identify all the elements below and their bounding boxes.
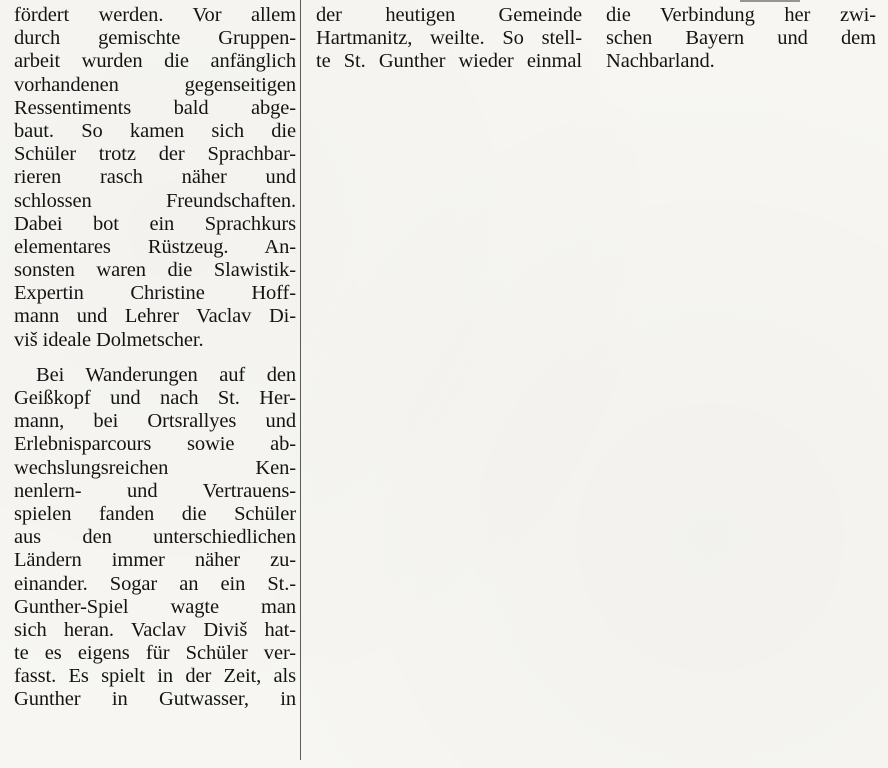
column-rule (300, 0, 301, 760)
article-column-2 (316, 4, 582, 74)
text-line: fasst. Es spielt in der Zeit, als (14, 665, 296, 688)
text-line: te es eigens für Schüler ver- (14, 642, 296, 665)
text-line: Bei Wanderungen auf den (36, 363, 296, 386)
text-line: schlossen Freundschaften. (14, 189, 296, 212)
article-column-1 (14, 4, 296, 712)
text-line: der heutigen Gemeinde (316, 4, 582, 26)
text-line: vorhandenen gegenseitigen (14, 73, 296, 96)
text-line: die Verbindung her zwi- (606, 4, 876, 26)
text-line: Ländern immer näher zu- (14, 549, 296, 572)
text-line: sonsten waren die Slawistik- (14, 259, 296, 282)
text-line: rieren rasch näher und (14, 166, 296, 189)
text-line: Gunther-Spiel wagte man (14, 595, 296, 618)
text-line: durch gemischte Gruppen- (14, 27, 296, 50)
text-line: fördert werden. Vor allem (14, 4, 296, 26)
paragraph-1 (14, 4, 296, 352)
text-line: viš ideale Dolmetscher. (14, 328, 204, 351)
text-line: te St. Gunther wieder einmal (316, 50, 582, 73)
text-line: mann und Lehrer Vaclav Di- (14, 305, 296, 328)
paragraph-gap (14, 352, 296, 364)
text-line: aus den unterschiedlichen (14, 526, 296, 549)
clipping-edge-mark (740, 0, 800, 2)
text-line: einander. Sogar an ein St.- (14, 572, 296, 595)
text-line: spielen fanden die Schüler (14, 502, 296, 525)
text-line: nenlern- und Vertrauens- (14, 479, 296, 502)
text-line: Nachbarland. (606, 50, 715, 73)
text-line: mann, bei Ortsrallyes und (14, 410, 296, 433)
text-line: elementares Rüstzeug. An- (14, 235, 296, 258)
text-line: Ressentiments bald abge- (14, 96, 296, 119)
text-line: wechslungsreichen Ken- (14, 456, 296, 479)
text-line: arbeit wurden die anfänglich (14, 50, 296, 73)
text-line: Hartmanitz, weilte. So stell- (316, 27, 582, 50)
text-line: Schüler trotz der Sprachbar- (14, 143, 296, 166)
text-line: Expertin Christine Hoff- (14, 282, 296, 305)
text-line: baut. So kamen sich die (14, 119, 296, 142)
text-line: schen Bayern und dem (606, 27, 876, 50)
article-column-3 (606, 4, 876, 74)
text-line: Geißkopf und nach St. Her- (14, 387, 296, 409)
text-line: Dabei bot ein Sprachkurs (14, 212, 296, 235)
paragraph-2 (14, 364, 296, 712)
text-line: Erlebnisparcours sowie ab- (14, 433, 296, 456)
text-line: Gunther in Gutwasser, in (14, 688, 296, 711)
text-line: sich heran. Vaclav Diviš hat- (14, 618, 296, 641)
